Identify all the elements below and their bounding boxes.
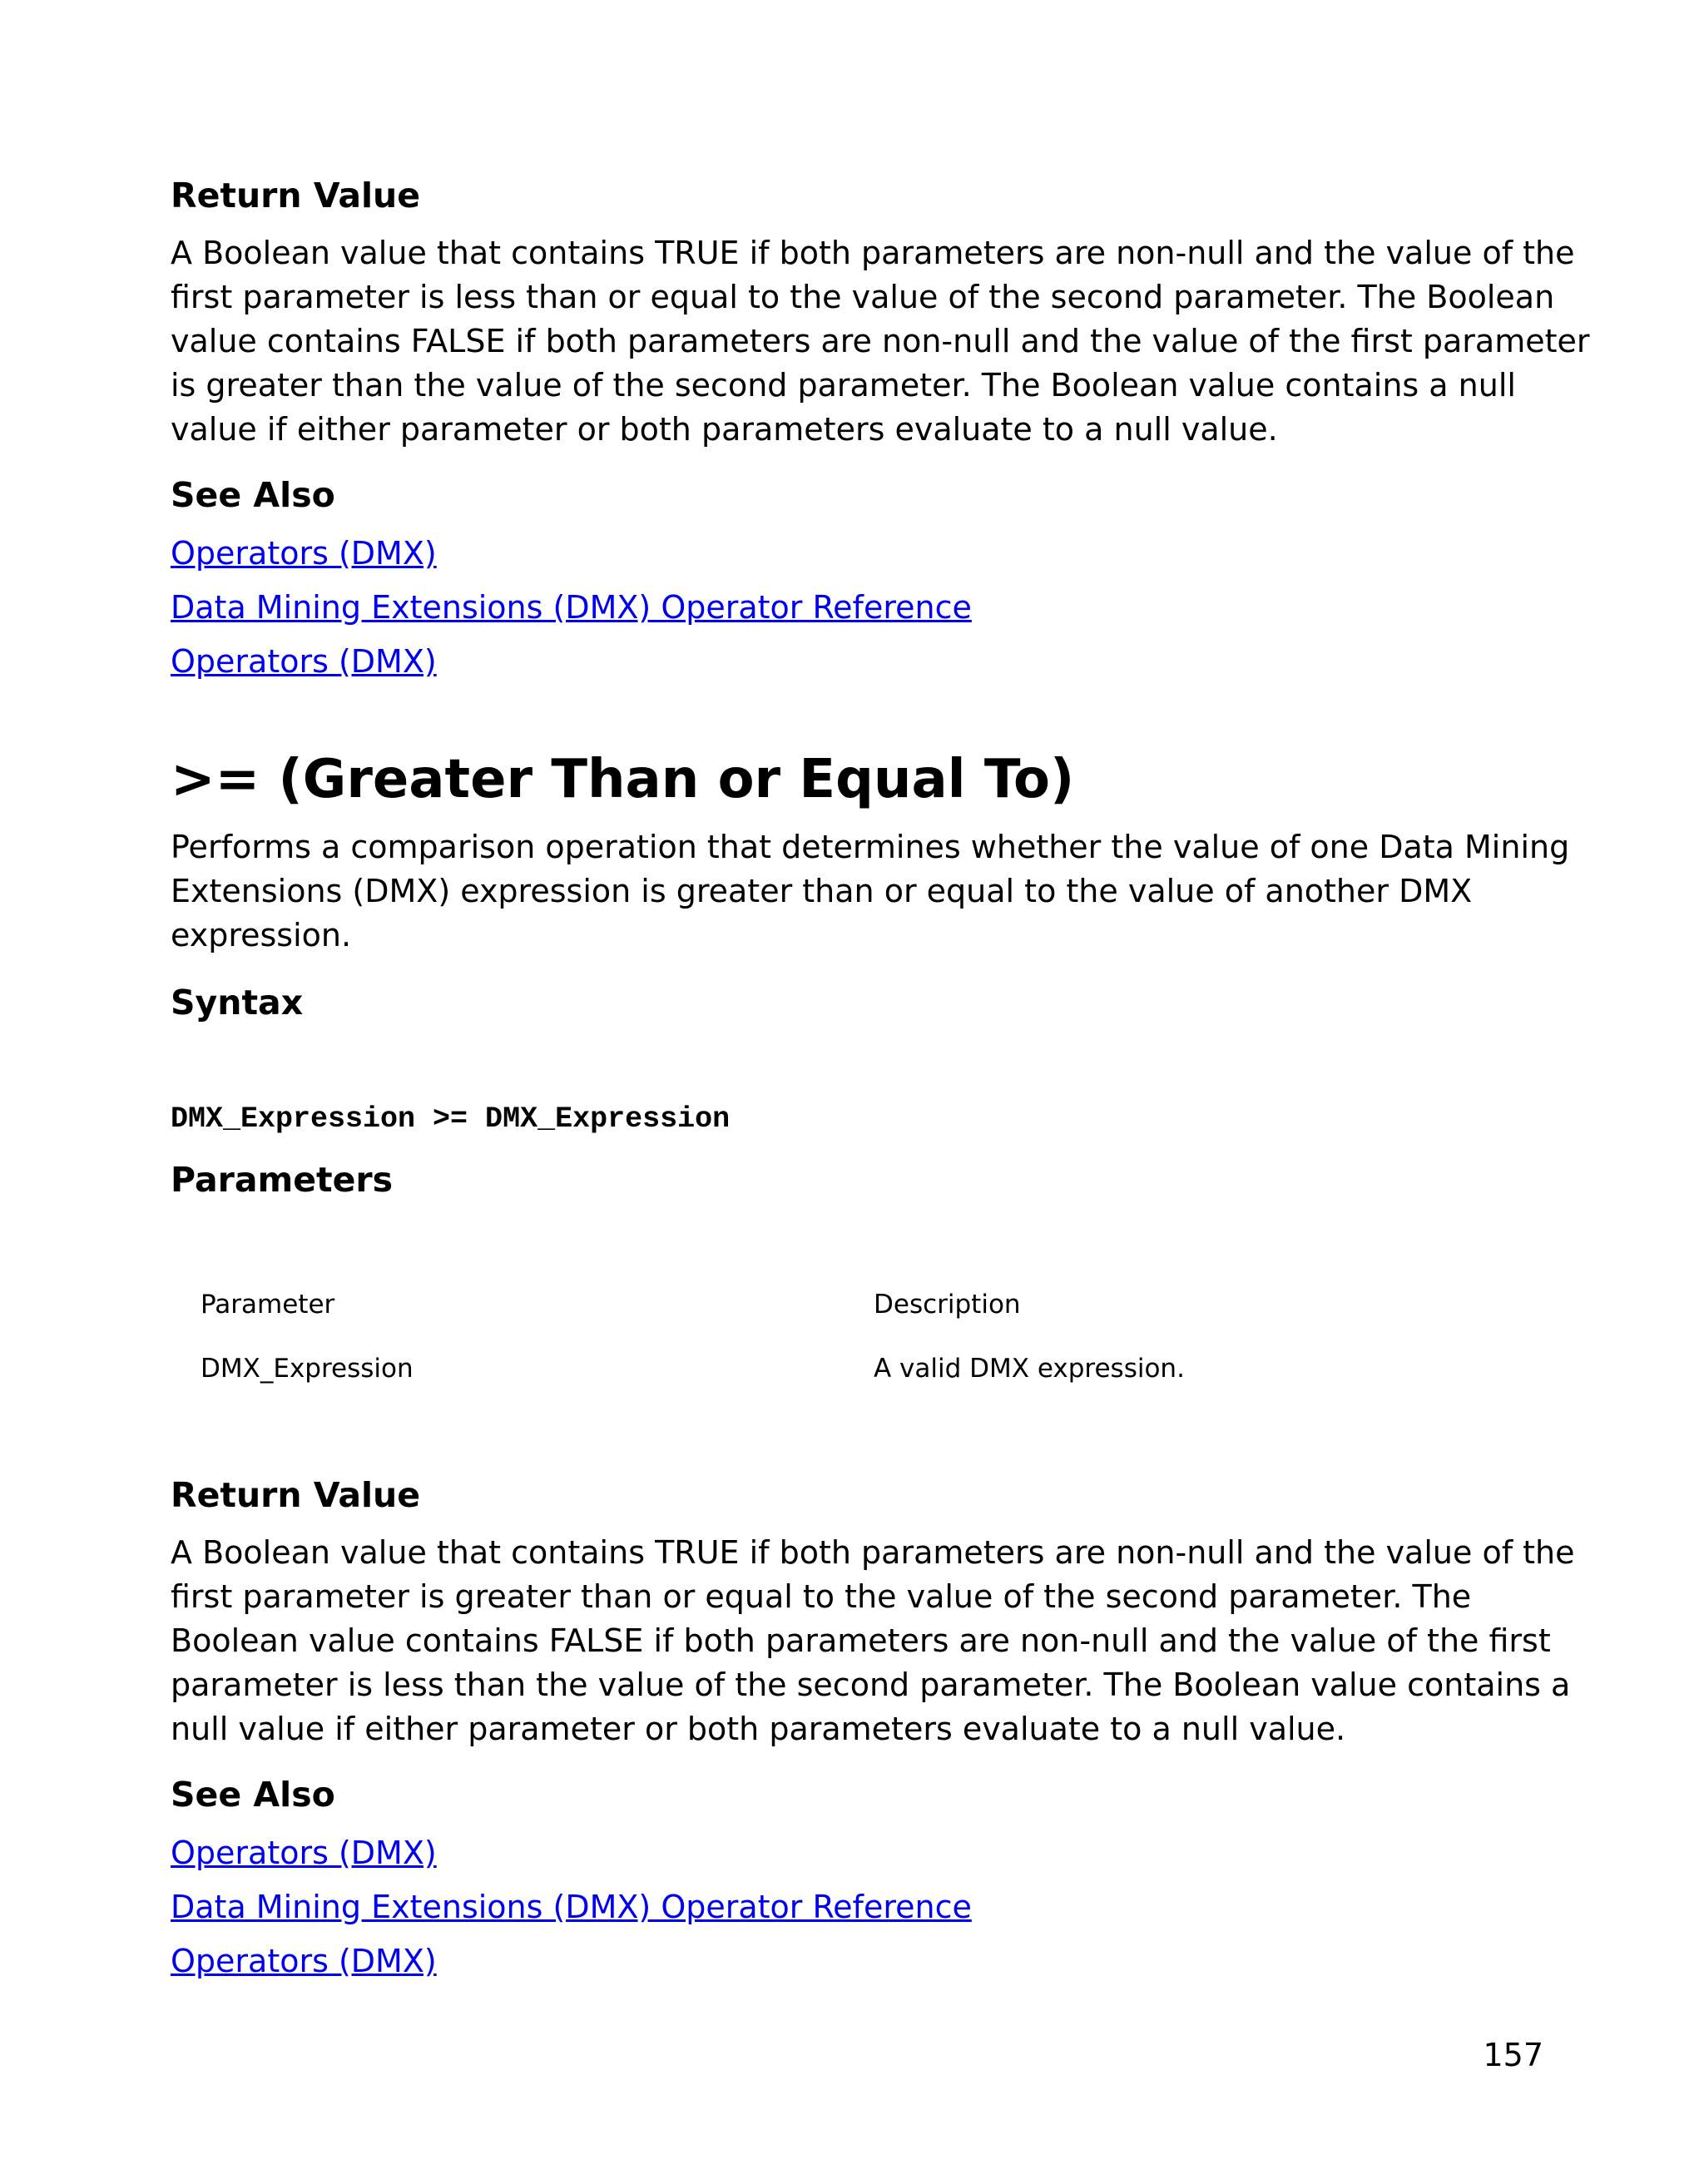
intro-text [171,825,1570,958]
text-line: Performs a comparison operation that determines whether the value of one Data Mining [171,829,1570,865]
table-cell-description: A valid DMX expression. [874,1354,1185,1384]
page-title: >= (Greater Than or Equal To) [171,749,1075,810]
text-line: first parameter is greater than or equal to the value of the second parameter. The [171,1578,1472,1615]
link-operators-dmx-2[interactable]: Operators (DMX) [171,643,437,680]
text-line: value contains FALSE if both parameters are non-null and the value of the first parameter [171,323,1590,359]
document-page [171,0,1590,2184]
text-line: A Boolean value that contains TRUE if both parameters are non-null and the value of the [171,235,1575,271]
page-number: 157 [1483,2037,1543,2073]
table-header-parameter: Parameter [201,1290,335,1320]
link-operators-dmx-4[interactable]: Operators (DMX) [171,1943,437,1979]
text-line: value if either parameter or both parameters evaluate to a null value. [171,411,1278,448]
syntax-code: DMX_Expression >= DMX_Expression [171,1102,731,1136]
text-line: is greater than the value of the second parameter. The Boolean value contains a null [171,367,1516,404]
link-operators-dmx-3[interactable]: Operators (DMX) [171,1835,437,1871]
text-line: null value if either parameter or both parameters evaluate to a null value. [171,1711,1346,1747]
return-value-text-1 [171,231,1590,452]
return-value-heading-1: Return Value [171,176,421,215]
table-cell-parameter: DMX_Expression [201,1354,414,1384]
text-line: expression. [171,917,352,953]
text-line: Boolean value contains FALSE if both parameters are non-null and the value of the first [171,1622,1551,1659]
return-value-heading-2: Return Value [171,1475,421,1515]
link-operators-dmx-1[interactable]: Operators (DMX) [171,535,437,572]
link-dmx-operator-reference-1[interactable]: Data Mining Extensions (DMX) Operator Reference [171,589,972,626]
text-line: A Boolean value that contains TRUE if both parameters are non-null and the value of the [171,1534,1575,1571]
return-value-text-2 [171,1531,1575,1751]
syntax-heading: Syntax [171,983,304,1023]
see-also-heading-1: See Also [171,475,335,515]
text-line: Extensions (DMX) expression is greater than or equal to the value of another DMX [171,873,1473,909]
table-header-description: Description [874,1290,1021,1320]
text-line: parameter is less than the value of the second parameter. The Boolean value contains a [171,1666,1571,1703]
parameters-heading: Parameters [171,1160,394,1200]
text-line: first parameter is less than or equal to the value of the second parameter. The Boolean [171,279,1555,315]
link-dmx-operator-reference-2[interactable]: Data Mining Extensions (DMX) Operator Reference [171,1889,972,1925]
see-also-heading-2: See Also [171,1775,335,1815]
